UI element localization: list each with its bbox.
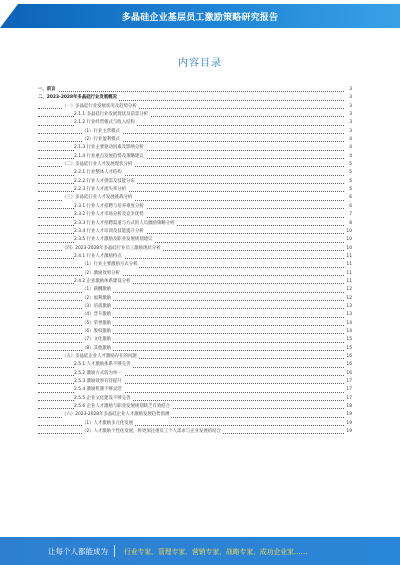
toc-entry[interactable]	[38, 386, 352, 394]
toc-entry-label: 2.5.3 激励效果有待提升	[74, 378, 124, 386]
toc-entry-label: （六）2023-2028年多晶硅企业人才激励发展趋势预测	[62, 411, 171, 419]
toc-entry[interactable]	[38, 236, 352, 244]
toc-entry-page: 14	[345, 320, 352, 328]
toc-entry[interactable]	[38, 303, 352, 311]
toc-entry-label: （2）行业盈利模式	[82, 136, 122, 144]
toc-entry[interactable]	[38, 203, 352, 211]
toc-entry-label: 2.4.1 行业人才激励特点	[74, 253, 124, 261]
toc-entry-label: 2.5.5 企业文化建设不够完善	[74, 395, 132, 403]
toc-entry-page: 3	[348, 111, 352, 119]
toc-entry-label: （7）文化激励	[82, 336, 113, 344]
toc-entry-page: 4	[348, 144, 352, 152]
toc-entry-page: 5	[348, 169, 352, 177]
toc-entry-label: 2.5.1 人才激励体系不够完善	[74, 361, 132, 369]
toc-entry[interactable]	[38, 420, 352, 428]
toc-entry-label: （1）行业主营模式	[82, 128, 122, 136]
toc-entry[interactable]	[38, 361, 352, 369]
toc-entry[interactable]	[38, 395, 352, 403]
toc-entry[interactable]	[38, 311, 352, 319]
toc-entry-label: （3）培训激励	[82, 303, 113, 311]
toc-entry-label: （三）多晶硅行业人才发展挑战分析	[62, 194, 134, 202]
toc-entry-page: 17	[345, 386, 352, 394]
toc-entry-label: 2.2.2 行业人才供需及技能分布	[74, 178, 137, 186]
toc-entry-page: 19	[345, 428, 352, 436]
toc-entry-page: 5	[348, 161, 352, 169]
toc-entry-page: 19	[345, 411, 352, 419]
toc-entry[interactable]	[38, 86, 352, 94]
toc-entry-label: 2.3.2 行业人才市场分析及竞争优势	[74, 211, 146, 219]
toc-entry[interactable]	[38, 286, 352, 294]
page-footer	[0, 537, 400, 565]
table-of-contents	[38, 86, 352, 436]
toc-entry[interactable]	[38, 320, 352, 328]
toc-entry-page: 11	[345, 261, 352, 269]
toc-entry[interactable]	[38, 194, 352, 202]
toc-entry[interactable]	[38, 153, 352, 161]
toc-entry-label: （6）股权激励	[82, 328, 113, 336]
toc-entry-page: 4	[348, 153, 352, 161]
toc-entry-label: 2.1.3 行业主要驱动因素及影响分析	[74, 144, 146, 152]
toc-entry-label: 2.3.4 行业人才培训及技能提升分析	[74, 228, 146, 236]
toc-entry-page: 5	[348, 178, 352, 186]
toc-entry-label: （2）人才激励个性化发展，将更加注重员工个人需求与企业发展的结合	[82, 428, 223, 436]
toc-entry-label: （1）行业主要激励方式分析	[82, 261, 139, 269]
toc-entry-page: 3	[348, 119, 352, 127]
toc-entry-page: 4	[348, 136, 352, 144]
toc-entry[interactable]	[38, 178, 352, 186]
toc-entry[interactable]	[38, 169, 352, 177]
toc-entry[interactable]	[38, 103, 352, 111]
toc-entry-label: （2）福利激励	[82, 295, 113, 303]
report-title: 多晶硅企业基层员工激励策略研究报告	[121, 13, 279, 23]
toc-entry-label: （4）晋升激励	[82, 311, 113, 319]
toc-entry-page: 11	[345, 253, 352, 261]
toc-entry-page: 17	[345, 395, 352, 403]
toc-entry[interactable]	[38, 336, 352, 344]
toc-entry-page: 18	[345, 403, 352, 411]
footer-services: 行业专家、管理专家、营销专家、战略专家、成功企业家……	[124, 548, 308, 556]
toc-entry[interactable]	[38, 220, 352, 228]
toc-entry-label: （四）2023-2028年多晶硅行业员工激励现状分析	[62, 245, 163, 253]
toc-entry-label: （8）其他激励	[82, 345, 113, 353]
toc-entry-label: （二）多晶硅行业人才发展现状分析	[62, 161, 134, 169]
footer-divider	[114, 545, 115, 557]
toc-entry[interactable]	[38, 111, 352, 119]
toc-entry-page: 14	[345, 328, 352, 336]
toc-entry[interactable]	[38, 144, 352, 152]
toc-entry[interactable]	[38, 211, 352, 219]
toc-entry-label: 2.3.5 行业人才激励及职业发展规划建议	[74, 236, 154, 244]
toc-entry-page: 6	[348, 194, 352, 202]
toc-entry[interactable]	[38, 378, 352, 386]
toc-heading: 内容目录	[178, 58, 222, 69]
toc-entry-page: 12	[345, 286, 352, 294]
toc-entry[interactable]	[38, 270, 352, 278]
toc-entry-label: 一、前言	[38, 86, 58, 94]
toc-entry-page: 13	[345, 303, 352, 311]
toc-entry[interactable]	[38, 228, 352, 236]
toc-entry-label: （5）荣誉激励	[82, 320, 113, 328]
toc-entry-page: 16	[345, 361, 352, 369]
toc-entry[interactable]	[38, 411, 352, 419]
toc-entry-label: 2.1.1 多晶硅行业发展现状及前景分析	[74, 111, 150, 119]
toc-entry-page: 16	[345, 370, 352, 378]
toc-entry-label: 2.2.3 行业人才流失率分析	[74, 186, 128, 194]
toc-entry-label: 2.1.4 行业重点发展趋势及策略建议	[74, 153, 146, 161]
toc-entry[interactable]	[38, 328, 352, 336]
toc-entry-page: 19	[345, 420, 352, 428]
toc-entry-label: 2.5.4 激励机制不够灵活	[74, 386, 124, 394]
toc-entry[interactable]	[38, 370, 352, 378]
toc-entry[interactable]	[38, 253, 352, 261]
toc-entry-page: 11	[345, 270, 352, 278]
toc-entry-page: 13	[345, 311, 352, 319]
toc-entry[interactable]	[38, 261, 352, 269]
toc-entry-label: （五）多晶硅企业人才激励存在的问题	[62, 353, 139, 361]
toc-entry-label: （2）激励效果分析	[82, 270, 122, 278]
page-header	[0, 0, 400, 30]
toc-entry-page: 7	[348, 211, 352, 219]
toc-leader-dots	[38, 91, 344, 92]
toc-entry-label: 2.3.1 行业人才招聘与培养难度分析	[74, 203, 146, 211]
toc-entry-label: 2.1.2 行业经营模式与收入结构	[74, 119, 137, 127]
toc-entry-label: 2.2.1 行业整体人才结构	[74, 169, 124, 177]
toc-entry-label: （1）人才激励多元化发展	[82, 420, 135, 428]
toc-entry-page: 12	[345, 295, 352, 303]
toc-entry-page: 6	[348, 203, 352, 211]
toc-entry-page: 3	[348, 94, 352, 102]
toc-entry[interactable]	[38, 345, 352, 353]
toc-entry[interactable]	[38, 94, 352, 102]
toc-entry-page: 3	[348, 103, 352, 111]
toc-entry-label: 2.4.2 企业激励体系建设分析	[74, 278, 132, 286]
toc-entry-label: 2.5.6 企业人才激励与职业发展规划缺乏有效结合	[74, 403, 172, 411]
toc-entry-label: 二、2023-2028年多晶硅行业发展概况	[38, 94, 119, 102]
toc-entry[interactable]	[38, 278, 352, 286]
toc-entry-label: 2.5.2 激励方式较为单一	[74, 370, 124, 378]
toc-entry-page: 17	[345, 378, 352, 386]
toc-entry[interactable]	[38, 403, 352, 411]
toc-entry-page: 8	[348, 220, 352, 228]
toc-entry-page: 10	[345, 228, 352, 236]
toc-entry-label: （一）多晶硅行业发展状况及趋势分析	[62, 103, 139, 111]
toc-entry[interactable]	[38, 186, 352, 194]
toc-entry-page: 3	[348, 86, 352, 94]
toc-entry-page: 5	[348, 186, 352, 194]
toc-entry-page: 3	[348, 128, 352, 136]
footer-slogan: 让每个人都能成为	[48, 547, 108, 556]
toc-entry[interactable]	[38, 353, 352, 361]
toc-entry[interactable]	[38, 295, 352, 303]
toc-entry-page: 15	[345, 336, 352, 344]
toc-entry[interactable]	[38, 161, 352, 169]
toc-entry[interactable]	[38, 128, 352, 136]
toc-entry-page: 16	[345, 353, 352, 361]
toc-entry[interactable]	[38, 245, 352, 253]
toc-entry[interactable]	[38, 428, 352, 436]
toc-entry-label: （1）薪酬激励	[82, 286, 113, 294]
toc-entry[interactable]	[38, 136, 352, 144]
toc-entry-page: 11	[345, 278, 352, 286]
toc-entry-label: 2.3.3 行业人才招聘渠道与方式的人员激励策略分析	[74, 220, 176, 228]
toc-entry[interactable]	[38, 119, 352, 127]
toc-entry-page: 10	[345, 236, 352, 244]
toc-entry-page: 15	[345, 345, 352, 353]
toc-entry-page: 10	[345, 245, 352, 253]
